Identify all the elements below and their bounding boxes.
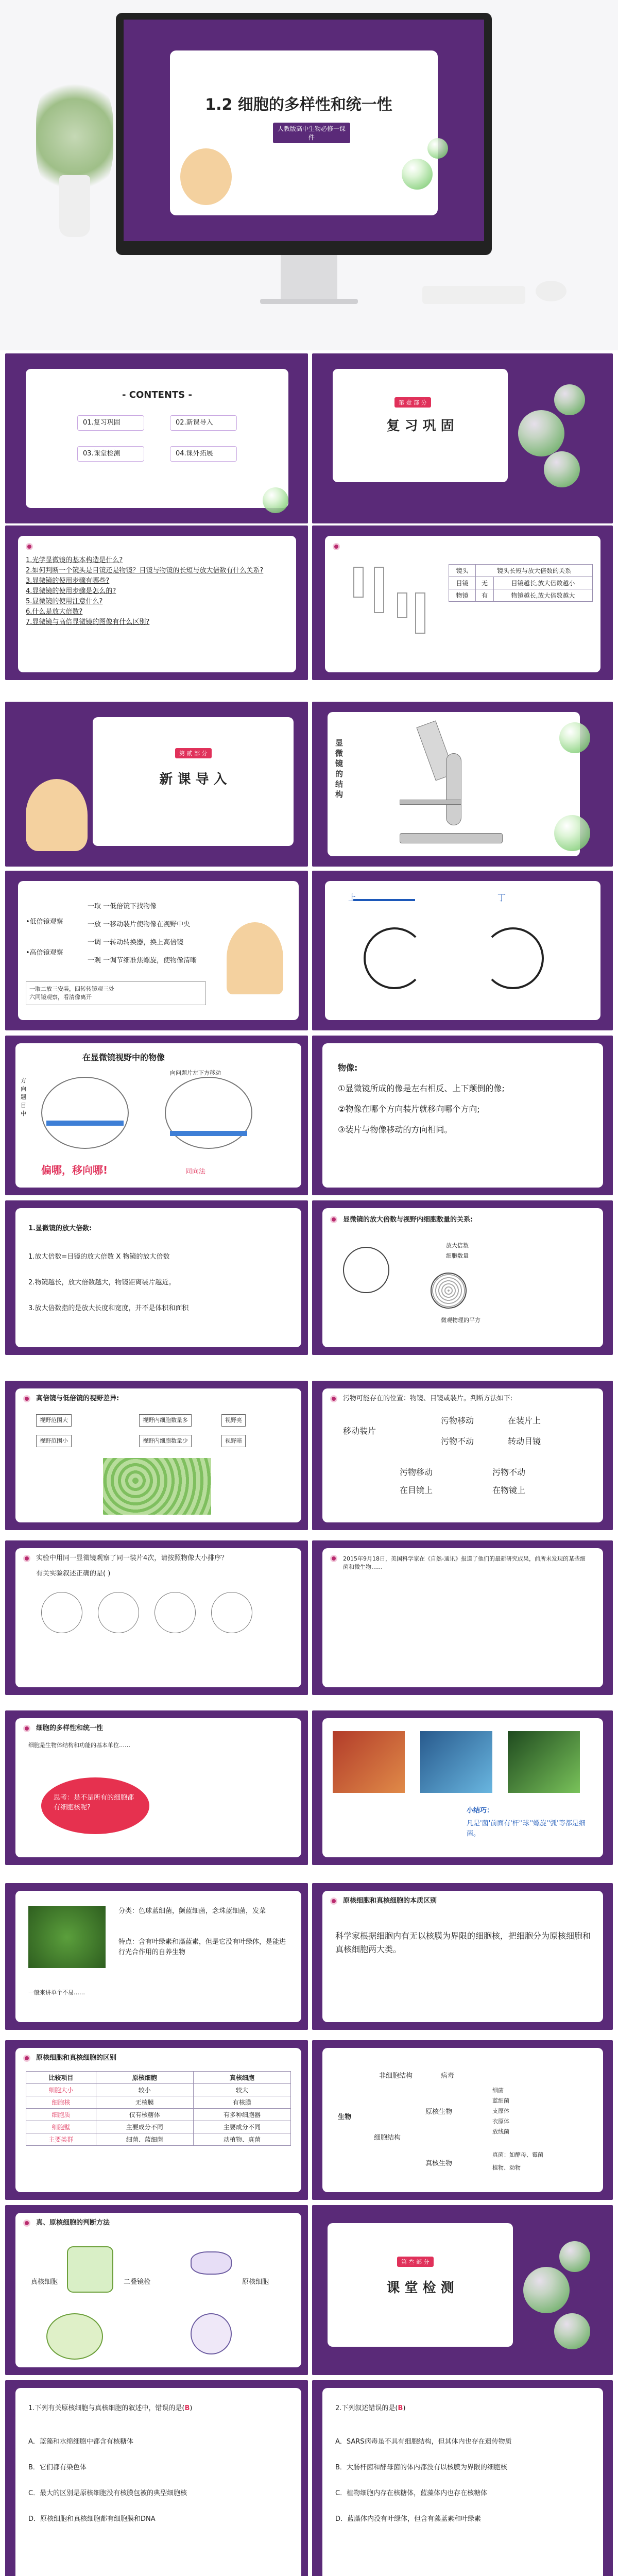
- microscope-illustration: [384, 722, 528, 846]
- slide-magnify-2: [312, 1200, 613, 1355]
- slide-quiz-2: [312, 2380, 613, 2576]
- slide-toc: [5, 353, 308, 523]
- boy-reading-illustration: [180, 148, 232, 205]
- magnify2-title: 显微镜的放大倍数与视野内细胞数量的关系:: [343, 1216, 473, 1224]
- step-group-high: •高倍镜观察: [26, 949, 63, 957]
- prok-text: 科学家根据细胞内有无以核膜为界限的细胞核，把细胞分为原核细胞和真核细胞两大类。: [335, 1931, 591, 1954]
- exp-title: 实验中用同一显微镜观察了同一装片4次，请按照物像大小排序？: [36, 1554, 228, 1562]
- magnify-line: 1.放大倍数=目镜的放大倍数 X 物镜的放大倍数: [28, 1253, 170, 1261]
- tree-node: 真核生物: [425, 2160, 453, 2167]
- section-badge: 第 叁 部 分: [397, 2257, 434, 2267]
- tree-node: 病毒: [441, 2072, 455, 2080]
- slide-bar: [170, 1131, 247, 1136]
- toc-item-3[interactable]: 03.课堂检测: [77, 446, 144, 462]
- q1-option-b[interactable]: B．它们都有染色体: [28, 2464, 87, 2471]
- flow-node: 在目镜上: [400, 1485, 433, 1495]
- slide-image-rules: [312, 1036, 613, 1195]
- section-title: 复 习 巩 固: [386, 418, 454, 434]
- q1-option-c[interactable]: C．最大的区别是原核细胞没有核膜包被的典型细胞核: [28, 2489, 187, 2497]
- diversity-title: 细胞的多样性和统一性: [36, 1724, 104, 1732]
- mnemonic-line: 一取二放三安装，四转转镜观三处: [29, 986, 114, 992]
- question: 5.显微镜的使用注意什么?: [26, 598, 103, 605]
- slide-image-move: [5, 1036, 308, 1195]
- news-text: 2015年9月18日，美国科学家在《自然-通讯》报道了他们的最新研究成果，前所未发现的某些细菌和微生物……: [343, 1555, 586, 1570]
- tree-leaf: 放线菌: [492, 2128, 509, 2135]
- microscope-label: 显微镜的结构: [335, 738, 344, 799]
- compare-cell: 视野内细胞数量多: [139, 1414, 192, 1427]
- q2-title: 2.下列叙述错误的是(B): [335, 2404, 406, 2412]
- section-badge: 第 壹 部 分: [394, 397, 431, 408]
- flow-node: 污物移动: [400, 1467, 433, 1477]
- fov-3: [154, 1592, 196, 1633]
- rule-heading: 物像:: [338, 1063, 358, 1073]
- step-item: 一放 一移动装片使物像在视野中央: [88, 921, 191, 928]
- judge-right: 原核细胞: [242, 2278, 269, 2286]
- method-label: 同向法: [185, 1168, 206, 1176]
- flow-node: 在装片上: [508, 1416, 541, 1426]
- field-of-view-left: [41, 1077, 129, 1149]
- fov-2: [98, 1592, 139, 1633]
- slide-magnify: [5, 1200, 308, 1355]
- flow-node: 污物移动: [441, 1416, 474, 1426]
- cover-title: 1.2 细胞的多样性和统一性: [205, 96, 392, 114]
- field-of-view-right: [165, 1077, 252, 1149]
- magnify-heading: 1.显微镜的放大倍数:: [28, 1225, 92, 1232]
- cell-compare-table: 比较项目 原核细胞 真核细胞 细胞大小 较小 较大 细胞核 无核膜 有核膜 细胞质 仅有核糖体 有多种细胞器 细胞壁 主要成分不同 主要成分不同 主要类群 细菌、蓝细菌 动植物、真菌: [26, 2071, 291, 2146]
- tree-leaf: 蓝细菌: [492, 2097, 509, 2104]
- field-circle-low: [343, 1247, 389, 1293]
- bacteria-photo: [333, 1731, 405, 1793]
- section-title: 课 堂 检 测: [386, 2280, 454, 2296]
- flow-node: 移动装片: [343, 1426, 376, 1436]
- step-item: 一取 一低倍镜下找物像: [88, 903, 157, 910]
- question: 4.显微镜的使用步骤是怎么的?: [26, 587, 116, 595]
- prok-title: 原核细胞和真核细胞的本质区别: [343, 1897, 437, 1905]
- slide-diversity-2: [312, 1710, 613, 1865]
- slide-compare: [5, 1381, 308, 1530]
- compare-cell: 视野内细胞数量少: [139, 1435, 192, 1447]
- summary-label: 小结巧：: [467, 1807, 494, 1815]
- warning-text: 偏哪，移向哪!: [41, 1164, 108, 1176]
- tree-leaf: 真菌：如酵母、霉菌: [492, 2151, 543, 2158]
- question: 1.光学显微镜的基本构造是什么?: [26, 556, 123, 564]
- flow-title: 污物可能存在的位置：物镜、目镜或装片。判断方法如下:: [343, 1395, 513, 1402]
- cover-section: [0, 0, 618, 350]
- tree-leaf: 衣原体: [492, 2118, 509, 2125]
- slide-prok: [312, 1883, 613, 2030]
- judge-center: 二叠镜检: [124, 2278, 151, 2286]
- cyano-cell: [191, 2313, 232, 2354]
- clockwise-arrow: [364, 927, 425, 989]
- boy-reading-illustration: [26, 779, 88, 851]
- review-questions: [26, 555, 288, 628]
- slide-tree: [312, 2040, 613, 2200]
- tree-leaf: 支原体: [492, 2108, 509, 2114]
- slide-quiz-1: [5, 2380, 308, 2576]
- field-circle-cells: [431, 1273, 467, 1309]
- slide-arrows: [312, 871, 613, 1030]
- animal-cell: [46, 2313, 103, 2360]
- bacterium-cell: [191, 2251, 232, 2275]
- slide-judge: [5, 2205, 308, 2375]
- think-bubble: [41, 1777, 149, 1834]
- flow-node: 污物不动: [492, 1467, 526, 1477]
- slide-review-table: [312, 526, 613, 680]
- compare-title: 高倍镜与低倍镜的视野差异:: [36, 1395, 119, 1402]
- flow-node: 污物不动: [441, 1436, 474, 1446]
- cells-micrograph: [103, 1458, 211, 1515]
- toc-item-1[interactable]: 01.复习巩固: [77, 415, 144, 431]
- monitor-base: [260, 299, 358, 304]
- image-note: 向问题片左下方移动: [170, 1070, 221, 1076]
- lens-illustration: [348, 562, 436, 649]
- keyboard: [422, 286, 525, 304]
- arrow-right: [353, 899, 415, 901]
- arrow-label-t: 丁: [497, 893, 506, 903]
- flow-node: 转动目镜: [508, 1436, 541, 1446]
- magnify2-label-a: 放大倍数: [446, 1242, 469, 1249]
- alga-line: 分类：色球蓝细菌，颤蓝细菌，念珠蓝细菌，发菜: [118, 1907, 266, 1915]
- mnemonic-line: 六同镜观察，看清像离开: [29, 994, 92, 1001]
- q2-option-a[interactable]: A．SARS病毒虽不具有细胞结构，但其体内也存在遗传物质: [335, 2438, 512, 2446]
- bacteria-photo: [420, 1731, 492, 1793]
- slide-steps: [5, 871, 308, 1030]
- section-title: 新 课 导 入: [159, 772, 227, 787]
- slide-bar: [46, 1121, 124, 1126]
- tree-leaf: 细菌: [492, 2087, 504, 2094]
- tree-root: 生物: [338, 2113, 352, 2121]
- mnemonic-box: [26, 981, 206, 1005]
- exp-question: 有关实验叙述正确的是( ): [36, 1570, 111, 1578]
- slide-review-questions: [5, 526, 308, 680]
- q1-option-d[interactable]: D．原核细胞和真核细胞都有细胞膜和DNA: [28, 2515, 156, 2523]
- section-badge: 第 贰 部 分: [175, 748, 212, 758]
- teacher-illustration: [227, 922, 283, 994]
- question: 3.显微镜的使用步骤有哪些?: [26, 577, 110, 585]
- alga-footer: 一般来讲单个不易……: [28, 1989, 85, 1996]
- alga-photo: [28, 1906, 106, 1968]
- flow-node: 在物镜上: [492, 1485, 526, 1495]
- slide-microscope: [312, 702, 613, 867]
- slide-experiment: [5, 1540, 308, 1695]
- toc-heading: - CONTENTS -: [122, 389, 192, 400]
- slide-table2: [5, 2040, 308, 2200]
- q1-option-a[interactable]: A．蓝藻和水绵细胞中都含有核糖体: [28, 2438, 133, 2446]
- toc-item-4[interactable]: 04.课外拓展: [170, 446, 237, 462]
- compare-cell: 视野范围大: [36, 1414, 72, 1427]
- plant-cell: [67, 2246, 113, 2293]
- vase: [59, 175, 90, 237]
- q2-option-b[interactable]: B．大肠杆菌和酵母菌的体内都没有以核膜为界限的细胞核: [335, 2464, 507, 2471]
- compare-cell: 视野亮: [221, 1414, 246, 1427]
- question: 6.什么是放大倍数?: [26, 608, 83, 616]
- monitor-screen: [124, 20, 484, 241]
- judge-left: 真核细胞: [31, 2278, 58, 2286]
- fov-4: [211, 1592, 252, 1633]
- compare-cell: 视野暗: [221, 1435, 246, 1447]
- slide-diversity: [5, 1710, 308, 1865]
- magnify2-label-c: 微观物理的平方: [441, 1317, 480, 1324]
- table2-title: 原核细胞和真核细胞的区别: [36, 2054, 117, 2062]
- alga-line: 特点：含有叶绿素和藻蓝素，但是它没有叶绿体，是能进行光合作用的自养生物: [118, 1938, 286, 1956]
- cover-subtitle: 人教版高中生物必修一课件: [273, 123, 350, 143]
- magnify-line: 2.物镜越长，放大倍数越大，物镜距离装片越近。: [28, 1279, 176, 1286]
- q2-option-d[interactable]: D．蓝藻体内没有叶绿体，但含有藻蓝素和叶绿素: [335, 2515, 482, 2523]
- question: 2.如何判断一个镜头是目镜还是物镜？目镜与物镜的长短与放大倍数有什么关系?: [26, 567, 264, 574]
- step-item: 一观 一调节细准焦螺旋，使物像清晰: [88, 957, 197, 964]
- bacteria-photo: [508, 1731, 580, 1793]
- arrow-label-up: 上: [348, 893, 357, 903]
- toc-item-2[interactable]: 02.新课导入: [170, 415, 237, 431]
- image-title: 在显微镜视野中的物像: [82, 1053, 165, 1062]
- image-left-label: 方向题目中: [21, 1077, 26, 1117]
- summary-text: 凡是'菌'前面有'杆''球''螺旋''弧'等都是细菌。: [467, 1820, 586, 1838]
- slide-flow: [312, 1381, 613, 1530]
- rule-line: ③装片与物像移动的方向相同。: [338, 1125, 453, 1134]
- slide-news: [312, 1540, 613, 1695]
- think-text: 思考：是不是所有的细胞都有细胞核呢?: [54, 1794, 134, 1811]
- tree-node: 细胞结构: [374, 2134, 401, 2142]
- magnify-line: 3.放大倍数指的是放大长度和宽度，并不是体积和面积: [28, 1304, 189, 1312]
- rule-line: ②物像在哪个方向装片就移向哪个方向;: [338, 1104, 480, 1114]
- counter-arrow: [482, 927, 544, 989]
- step-group-low: •低倍镜观察: [26, 918, 63, 926]
- mouse: [536, 281, 566, 301]
- slide-section-2: [5, 702, 308, 867]
- diversity-body: 细胞是生物体结构和功能的基本单位……: [28, 1742, 130, 1749]
- monitor-stand: [281, 255, 337, 301]
- lens-table: 镜头 镜头长短与放大倍数的关系 目镜 无 目镜越长,放大倍数越小 物镜 有 物镜越长,放大倍数越大: [449, 564, 593, 602]
- magnify2-label-b: 细胞数量: [446, 1252, 469, 1259]
- q2-option-c[interactable]: C．植物细胞内存在核糖体，蓝藻体内也存在核糖体: [335, 2489, 488, 2497]
- compare-cell: 视野范围小: [36, 1435, 72, 1447]
- tree-node: 原核生物: [425, 2108, 453, 2116]
- slide-alga: [5, 1883, 308, 2030]
- slide-section-3: [312, 2205, 613, 2375]
- tree-leaf: 植物、动物: [492, 2164, 521, 2171]
- judge-title: 真、原核细胞的判断方法: [36, 2219, 110, 2227]
- q1-title: 1.下列有关原核细胞与真核细胞的叙述中，错误的是(B): [28, 2404, 193, 2412]
- rule-line: ①显微镜所成的像是左右相反、上下颠倒的像;: [338, 1083, 505, 1093]
- slide-section-1: [312, 353, 613, 523]
- step-item: 一调 一转动转换器，换上高倍镜: [88, 939, 184, 946]
- tree-node: 非细胞结构: [379, 2072, 413, 2080]
- question: 7.显微镜与高倍显微镜的图像有什么区别?: [26, 618, 150, 626]
- fov-1: [41, 1592, 82, 1633]
